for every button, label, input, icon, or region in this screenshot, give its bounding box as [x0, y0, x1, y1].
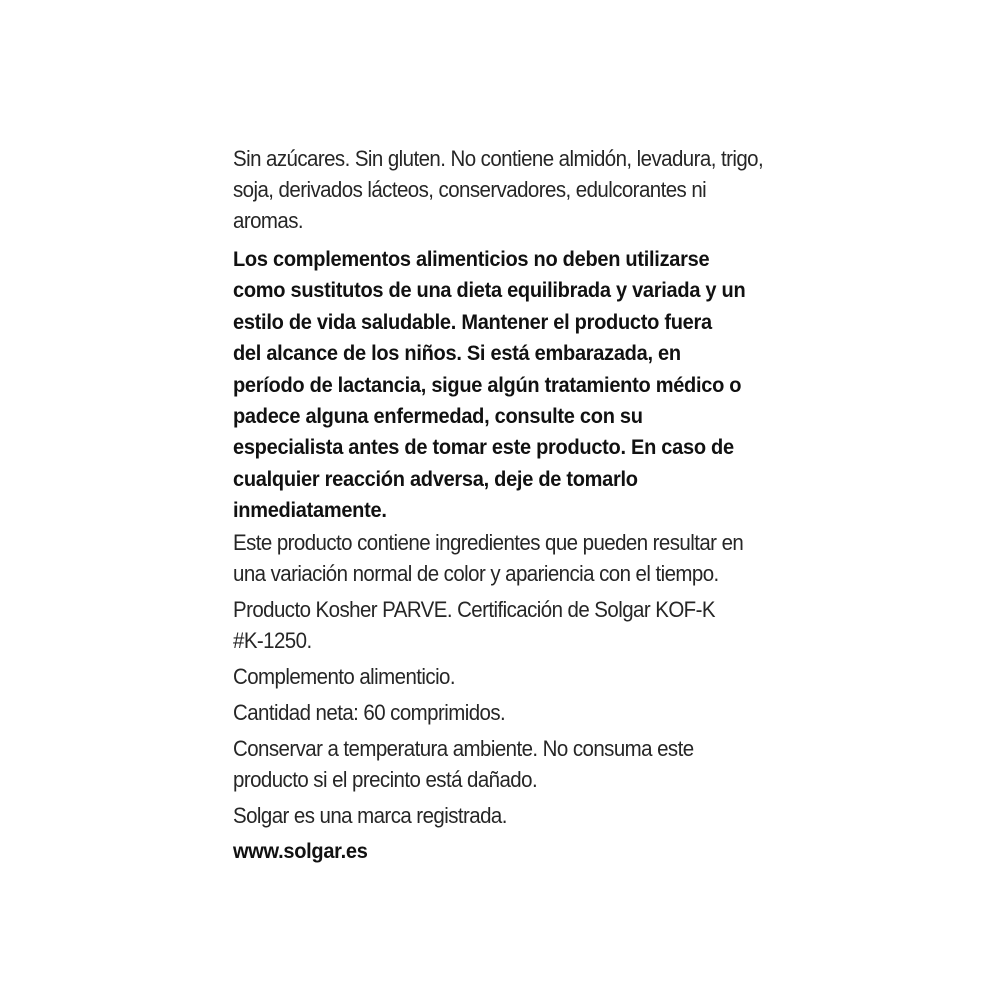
text-line: soja, derivados lácteos, conservadores, edulcorantes ni: [233, 177, 707, 202]
text-line: inmediatamente.: [233, 498, 387, 523]
text-line: una variación normal de color y apariencia con el tiempo.: [233, 560, 719, 586]
variation-paragraph: [233, 527, 810, 589]
text-line: Cantidad neta: 60 comprimidos.: [233, 699, 506, 725]
text-line: cualquier reacción adversa, deje de tomarlo: [233, 466, 638, 491]
text-line: producto si el precinto está dañado.: [233, 766, 538, 792]
text-line: Solgar es una marca registrada.: [233, 802, 507, 828]
net-quantity: [233, 697, 810, 728]
text-line: Producto Kosher PARVE. Certificación de Solgar KOF-K: [233, 596, 715, 622]
website-text[interactable]: www.solgar.es: [233, 838, 368, 863]
kosher-paragraph: [233, 594, 810, 656]
website-link[interactable]: [233, 836, 810, 867]
warning-paragraph: [233, 244, 810, 527]
text-line: estilo de vida saludable. Mantener el producto fuera: [233, 309, 712, 334]
product-label-text: [233, 143, 813, 867]
text-line: como sustitutos de una dieta equilibrada y variada y un: [233, 278, 746, 303]
text-line: #K-1250.: [233, 627, 312, 653]
supplement-type: [233, 661, 810, 692]
text-line: aromas.: [233, 208, 304, 233]
storage-paragraph: [233, 733, 810, 795]
ingredients-free-paragraph: [233, 143, 810, 236]
text-line: Complemento alimenticio.: [233, 663, 456, 689]
text-line: padece alguna enfermedad, consulte con su: [233, 404, 643, 429]
text-line: del alcance de los niños. Si está embarazada, en: [233, 341, 681, 366]
text-line: Conservar a temperatura ambiente. No consuma este: [233, 735, 694, 761]
text-line: Sin azúcares. Sin gluten. No contiene almidón, levadura, trigo,: [233, 146, 764, 171]
trademark-note: [233, 800, 810, 831]
text-line: especialista antes de tomar este producto. En caso de: [233, 435, 734, 460]
text-line: período de lactancia, sigue algún tratamiento médico o: [233, 372, 742, 397]
text-line: Este producto contiene ingredientes que pueden resultar en: [233, 529, 744, 555]
text-line: Los complementos alimenticios no deben utilizarse: [233, 247, 710, 271]
